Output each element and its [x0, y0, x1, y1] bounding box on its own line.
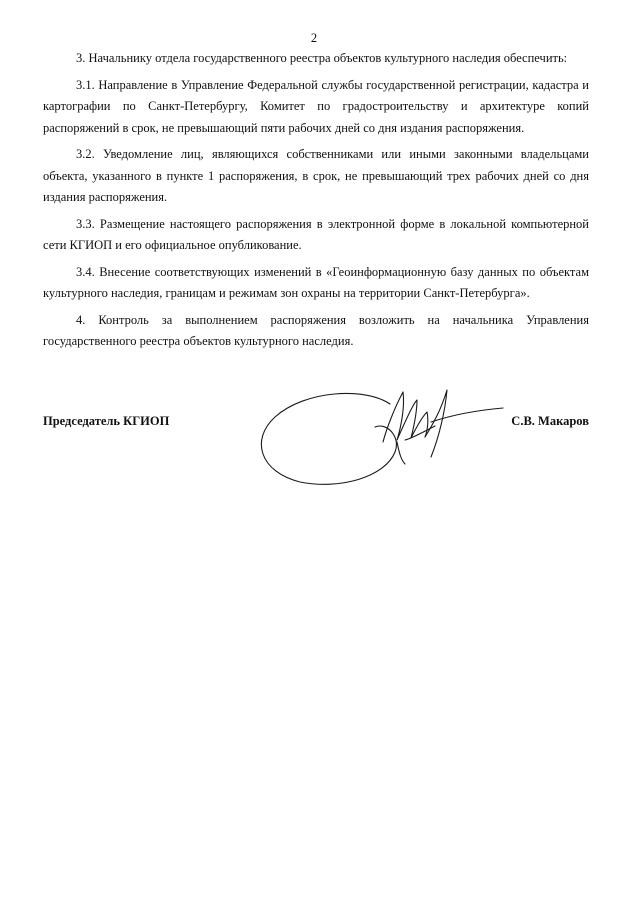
- paragraph-3-2: 3.2. Уведомление лиц, являющихся собственниками или иными законными владельцами объекта, указанного в пункте 1 распоряжения, в срок, не превышающий трех рабочих дней со дня издания распоряжения.: [43, 147, 589, 204]
- signatory-title: Председатель КГИОП: [43, 414, 170, 428]
- paragraph-3-3: 3.3. Размещение настоящего распоряжения в электронной форме в локальной компьютерной сети КГИОП и его официальное опубликование.: [43, 216, 589, 252]
- paragraph-3-1: 3.1. Направление в Управление Федеральной службы государственной регистрации, кадастра и картографии по Санкт-Петербургу, Комитет по градостроительству и архитектуре копий распоряжений в срок, не превышающий пяти рабочих дней со дня издания распоряжения.: [43, 77, 589, 135]
- document-body: [43, 48, 589, 358]
- handwritten-signature: [255, 382, 505, 492]
- page-number: 2: [310, 31, 318, 45]
- signatory-name: С.В. Макаров: [511, 414, 589, 428]
- paragraph-3-4: 3.4. Внесение соответствующих изменений в «Геоинформационную базу данных по объектам культурного наследия, границам и режимам зон охраны на территории Санкт-Петербурга».: [43, 264, 589, 300]
- paragraph-4: 4. Контроль за выполнением распоряжения возложить на начальника Управления государственного реестра объектов культурного наследия.: [43, 312, 589, 348]
- paragraph-3: 3. Начальнику отдела государственного реестра объектов культурного наследия обеспечить:: [76, 51, 568, 65]
- signature-block: [43, 414, 589, 434]
